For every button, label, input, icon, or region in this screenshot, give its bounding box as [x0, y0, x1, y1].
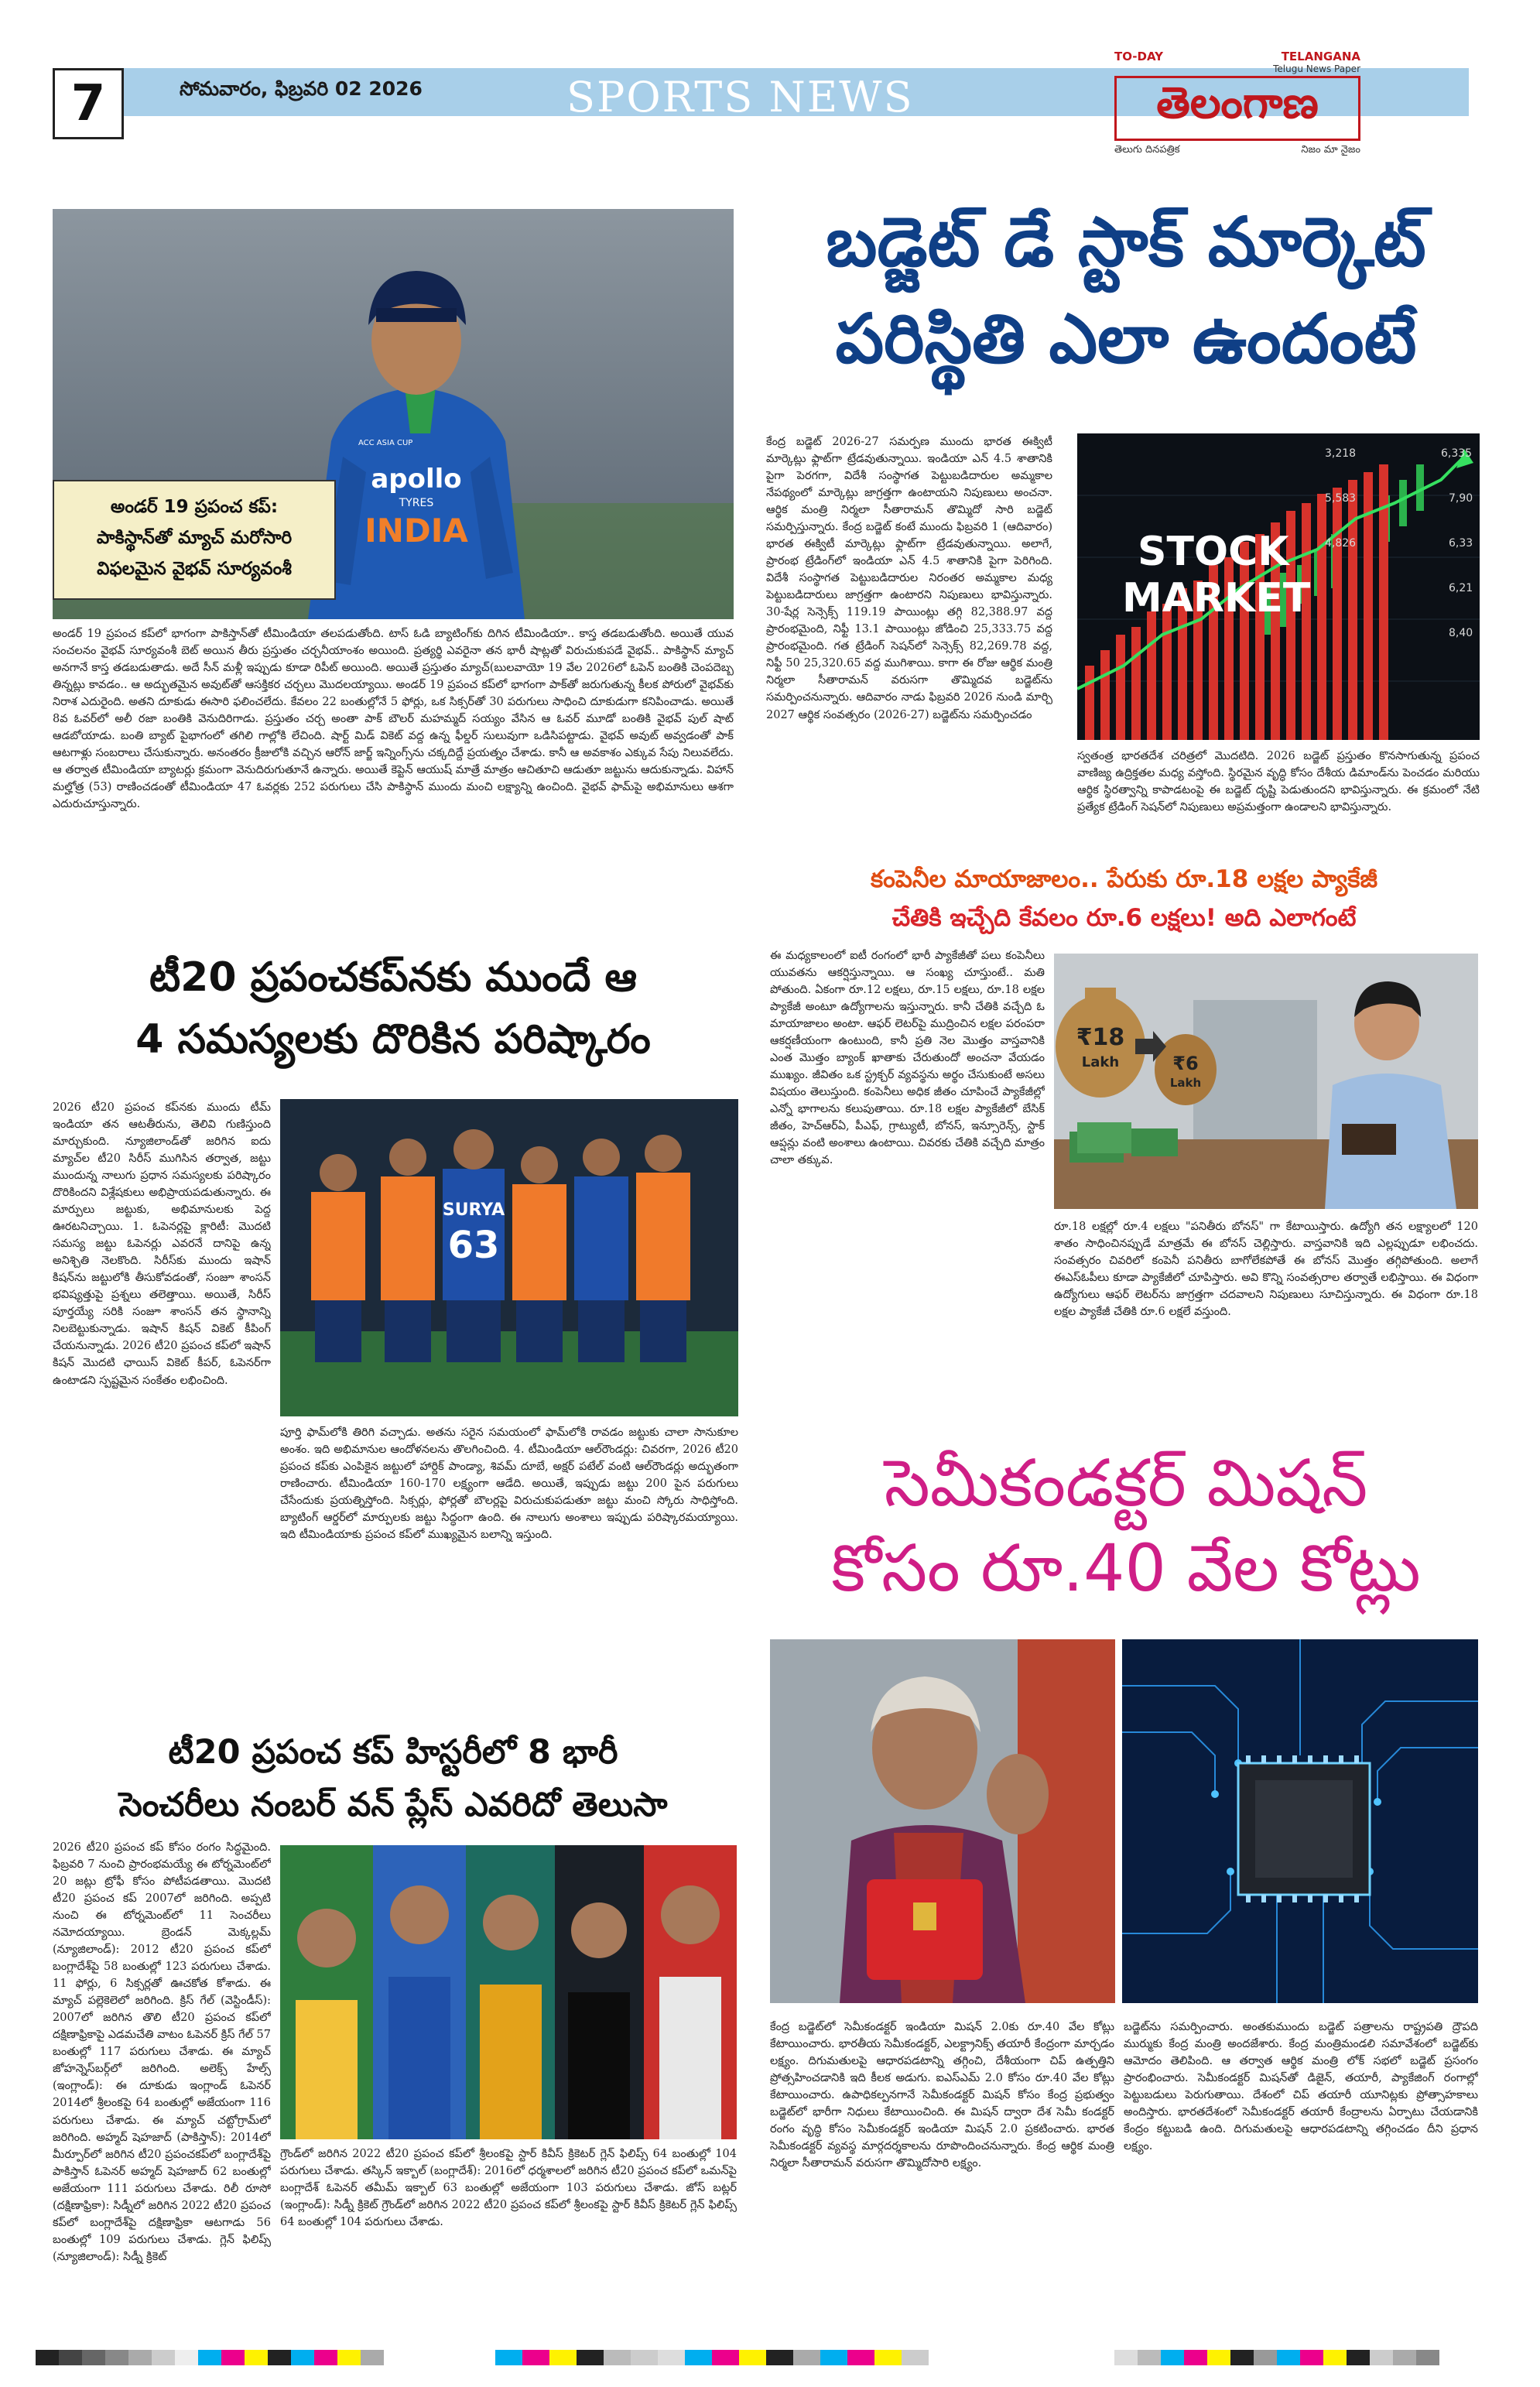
budget-headline-1: బడ్జెట్ డే స్టాక్ మార్కెట్ [826, 202, 1426, 282]
logo-bottom-left: తెలుగు దినపత్రిక [1114, 144, 1180, 156]
section-title: SPORTS NEWS [566, 73, 914, 122]
stock-label-2: MARKET [1122, 575, 1311, 622]
centuries-article-body-left: 2026 టీ20 ప్రపంచ కప్ కోసం రంగం సిద్ధమైంది. ఫిబ్రవరి 7 నుంచి ప్రారంభమయ్యే ఈ టోర్నమెంట్‌లో 20 జట్లు ట్రోఫీ కోసం పోటీపడతాయి. మొదటి టీ20 ప్రపంచ కప్ 2007లో జరిగింది. అప్పటి నుంచి ఈ టోర్నమెంట్‌లో 11 సెంచరీలు నమోదయ్యాయి. బ్రెండన్ మెక్కల్లమ్ (న్యూజిలాండ్): 2012 టీ20 ప్రపంచ కప్‌లో బంగ్లాదేశ్‌పై 58 బంతుల్లో 123 పరుగులు చేశాడు. 11 ఫోర్లు, 6 సిక్సర్లతో ఊచకోత కోశాడు. ఈ మ్యాచ్ పల్లెకెలెలో జరిగింది. క్రిస్ గేల్ (వెస్టిండీస్): 2007లో జరిగిన తొలి టీ20 ప్రపంచ కప్‌లో దక్షిణాఫ్రికాపై ఎడమచేతి వాటం ఓపెనర్ క్రిస్ గేల్ 57 బంతుల్లో 117 పరుగులు చేశాడు. ఈ మ్యాచ్ జోహన్నెస్‌బర్గ్‌లో జరిగింది. అలెక్స్ హేల్స్ (ఇంగ్లాండ్): ఈ దూకుడు ఇంగ్లాండ్ ఓపెనర్ 2014లో శ్రీలంకపై 64 బంతుల్లో అజేయంగా 116 పరుగులు చేశాడు. ఈ మ్యాచ్ చట్టోగ్రామ్‌లో జరిగింది. అహ్మద్ షెహజాద్ (పాకిస్తాన్): 2014లో మీర్పూర్‌లో జరిగిన టీ20 ప్రపంచకప్‌లో బంగ్లాదేశ్‌పై పాకిస్తాన్ ఓపెనర్ అహ్మద్ షెహజాద్ 62 బంతుల్లో అజేయంగా 111 పరుగులు చేశాడు. రిలీ రూసో (దక్షిణాఫ్రికా): సిడ్నీలో జరిగిన 2022 టీ20 ప్రపంచ కప్‌లో బంగ్లాదేశ్‌పై దక్షిణాఫ్రికా ఆటగాడు 56 బంతుల్లో 109 పరుగులు చేశాడు. గ్లెన్ ఫిలిప్స్ (న్యూజిలాండ్): సిడ్నీ క్రికెట్ [53, 1841, 271, 2263]
footer-strip-center [495, 2350, 1037, 2365]
stock-value-5: 4,826 [1325, 537, 1357, 550]
t20-headline-2: 4 సమస్యలకు దొరికిన పరిష్కారం [135, 1016, 651, 1063]
centuries-players-photo [280, 1845, 737, 2139]
newspaper-logo [1114, 50, 1360, 158]
t20-article-body-left: 2026 టీ20 ప్రపంచ కప్‌నకు ముందు టీమ్ ఇండియా తన ఆటతీరును, తెలివి గుణిస్తుంది మార్చుకుంది. న్యూజిలాండ్‌తో జరిగిన ఐదు మ్యాచ్‌ల టీ20 సిరీస్ ముగిసిన తర్వాత, జట్టు ముందున్న నాలుగు ప్రధాన సమస్యలకు పరిష్కారం దొరికిందని విశ్లేషకులు అభిప్రాయపడుతున్నారు. ఈ మార్పులు జట్టుకు, అభిమానులకు పెద్ద ఊరటనిచ్చాయి. 1. ఓపెనర్లపై క్లారిటీ: మొదటి సమస్య జట్టు ఓపెనర్లు ఎవరనే దానిపై ఉన్న అనిశ్చితి నెలకొంది. సిరీస్‌కు ముందు ఇషాన్ కిషన్‌ను జట్టులోకి తీసుకోవడంతో, సంజూ శాంసన్ భవిష్యత్తుపై ప్రశ్నలు తలెత్తాయి. అయితే, సిరీస్ పూర్తయ్యే సరికి సంజూ శాంసన్ తన స్థానాన్ని నిలబెట్టుకున్నాడు. ఇషాన్ కిషన్ వికెట్ కీపింగ్ చేయనున్నాడు. 2026 టీ20 ప్రపంచ కప్‌లో ఇషాన్ కిషన్ మొదటి ఛాయిస్ వికెట్ కీపర్, ఓపెనర్‌గా ఉంటాడని స్పష్టమైన సంకేతం లభించింది. [53, 1101, 271, 1387]
jersey-logo: apollo [371, 464, 462, 495]
logo-mark-text: తెలంగాణ [1156, 77, 1319, 128]
salary-illustration [1054, 954, 1478, 1209]
logo-subtitle: Telugu News Paper [1273, 63, 1360, 74]
cricket-article-body: అండర్ 19 ప్రపంచ కప్‌లో భాగంగా పాకిస్తాన్‌తో టీమిండియా తలపడుతోంది. టాస్ ఓడి బ్యాటింగ్‌కు దిగిన టీమిండియా.. కాస్త తడబడుతోంది. అయితే యువ సంచలనం వైభవ్ సూర్యవంశీ బెట్ అయిన తీరు ప్రస్తుతం చర్చనీయాంశం అయింది. ప్రత్యర్థి ఎవరైనా తన భారీ షాట్లతో విరుచుకుపడే వైభవ్.. పాకిస్థాన్ మ్యాచ్ అనగానే కాస్త తడబడుతాడు. అదే సీన్ మళ్లీ ఇప్పుడు కూడా రిపీట్ అయింది. అయితే ప్రస్తుతం మ్యాచ్‌(బులవాయో 19 వేల 2026లో ఓపెన్ బంతికి చెంపదెబ్బ తిన్నట్లు కావడం.. ఆ అద్భుతమైన అవుట్‌తో ఆసక్తికర చర్చలు మొదలయ్యాయి. అండర్ 19 ప్రపంచ కప్‌లో భాగంగా పాక్‌తో జరుగుతున్న కీలక పోరులో వైభవ్‌కు నిరాశ ఎదురైంది. అతని దూకుడు ఈసారి ఫలించలేదు. కేవలం 22 బంతుల్లోనే 5 ఫోర్లు, ఒక సిక్సర్‌తో 30 పరుగులు సాధించి దూకుడుగా కనిపించాడు. అయితే 8వ ఓవర్‌లో అలీ రజా బంతికి వెనుదిరిగాడు. ప్రస్తుతం చర్చ అంతా పాక్ బౌలర్ మహమ్మద్ సయ్యం వేసిన ఆ ఓవర్ మూడో బంతికి వైభవ్ పుల్ షాట్ ఆడబోయాడు. బంతి బ్యాట్ పైభాగంలో తగిలి గాల్లోకి లేచింది. షార్ట్ మిడ్ వికెట్ వద్ద ఉన్న ఫీల్డర్ సులువుగా ఒడిసిపట్టాడు. వైభవ్ అవుట్ అవ్వడంతో పాక్ ఆటగాళ్లు సంబరాలు చేసుకున్నారు. అనంతరం క్రీజులోకి వచ్చిన ఆరోన్ జార్జ్ ఇన్నింగ్స్‌ను చక్కదిద్దే ప్రయత్నం చేశాడు. కానీ ఆ అవకాశం ఎక్కువ సేపు నిలువలేదు. ఆ తర్వాత టీమిండియా బ్యాటర్లు క్రమంగా వెనుదిరుగుతూనే ఉన్నారు. అయితే కెప్టెన్ ఆయుష్ మాత్రే మాత్రం ఆచితూచి ఆడుతూ జట్టును ఆదుకున్నాడు. విహాన్ మల్హోత్ర (53) రాణించడంతో టీమిండియా 47 ఓవర్లకు 252 పరుగులు చేసి పాకిస్థాన్ ముందు మంచి లక్ష్యాన్ని ఉంచింది. వైభవ్ ఫామ్‌పై అభిమానులు ఆశగా ఎదురుచూస్తున్నారు. [53, 628, 734, 811]
budget-headline-2: పరిస్థితి ఎలా ఉందంటే [835, 299, 1417, 378]
t20-headline-1: టీ20 ప్రపంచకప్‌నకు ముందే ఆ [149, 954, 637, 1001]
semiconductor-chip-graphic [1122, 1639, 1478, 2003]
jersey-chest: INDIA [364, 512, 468, 550]
semicon-headline-2: కోసం రూ.40 వేల కోట్లు [831, 1530, 1421, 1606]
stock-value-8: 8,40 [1449, 627, 1473, 639]
footer-strip-right [1114, 2350, 1478, 2365]
logo-mark [1114, 76, 1360, 141]
finance-minister-illustration [770, 1639, 1115, 2003]
salary-headline-1: కంపెనీల మాయాజాలం.. పేరుకు రూ.18 లక్షల ప్యాకేజీ [870, 865, 1378, 893]
bag-unit-small: Lakh [1169, 1076, 1202, 1090]
centuries-article-body-right: గ్రౌండ్‌లో జరిగిన 2022 టీ20 ప్రపంచ కప్‌లో శ్రీలంకపై స్టార్ కివీస్ క్రికెటర్ గ్లెన్ ఫిలిప్స్ 64 బంతుల్లో 104 పరుగులు చేశాడు. తస్కిన్ ఇక్బాల్ (బంగ్లాదేశ్): 2016లో ధర్మశాలలో జరిగిన టీ20 ప్రపంచ కప్‌లో ఒమన్‌పై బంగ్లాదేశ్ ఓపెనర్ తమీమ్ ఇక్బాల్ 63 బంతుల్లో అజేయంగా 103 పరుగులు చేశాడు. జోస్ బట్లర్ (ఇంగ్లాండ్): సిడ్నీ క్రికెట్ గ్రౌండ్‌లో జరిగిన 2022 టీ20 ప్రపంచ కప్‌లో శ్రీలంకపై స్టార్ కివీస్ క్రికెటర్ గ్లెన్ ఫిలిప్స్ 64 బంతుల్లో 104 పరుగులు చేశాడు. [280, 2148, 737, 2229]
jersey-name: SURYA [442, 1200, 505, 1220]
stock-label-1: STOCK [1138, 529, 1289, 575]
t20-team-illustration [280, 1099, 738, 1416]
stock-value-6: 6,33 [1449, 537, 1473, 550]
centuries-headline-1: టీ20 ప్రపంచ కప్ హిస్టరీలో 8 భారీ [168, 1733, 618, 1772]
budget-article-body-right: స్వతంత్ర భారతదేశ చరిత్రలో మొదటిది. 2026 బడ్జెట్ ప్రస్తుతం కొనసాగుతున్న ప్రపంచ వాణిజ్య ఉద్రిక్తతల మధ్య వస్తోంది. స్థిరమైన వృద్ధి కోసం దేశీయ డిమాండ్‌ను పెంచడం మరియు ఆర్థిక స్థిరత్వాన్ని కాపాడటంపై ఈ బడ్జెట్ దృష్టి పెడుతుందని భావిస్తున్నారు. ఈ క్రమంలో నేటి ప్రత్యేక ట్రేడింగ్ సెషన్‌లో నిపుణులు అప్రమత్తంగా ఉండాలని భావిస్తున్నారు. [1077, 750, 1480, 814]
stock-value-7: 6,21 [1449, 582, 1473, 594]
bag-amount-small: ₹6 [1172, 1053, 1199, 1074]
chip-illustration [1122, 1639, 1478, 2003]
finance-minister-photo [770, 1639, 1115, 2003]
salary-article-body-right: రూ.18 లక్షల్లో రూ.4 లక్షలు "పనితీరు బోనస్" గా కేటాయిస్తారు. ఉద్యోగి తన లక్ష్యాలలో 120 శాతం సాధించినప్పుడే మాత్రమే ఈ బోనస్ చెల్లిస్తారు. వాస్తవానికి ఇది ఎల్లప్పుడూ లభించదు. సంవత్సరం చివరిలో కంపెనీ పనితీరు బాగోలేకపోతే ఈ బోనస్ మొత్తం తగ్గిపోతుంది. అలాగే ఈఎస్‌ఓపీలు కూడా ప్యాకేజీలో చూపిస్తారు. అవి కొన్ని సంవత్సరాల తర్వాతే లభిస్తాయి. ఈ విధంగా ఉద్యోగులు ఆఫర్ లెటర్‌ను జాగ్రత్తగా చదవాలని నిపుణులు సూచిస్తున్నారు. ఈ విధంగా రూ.18 లక్షల ప్యాకేజీ చేతికి రూ.6 లక్షలే వస్తుంది. [1054, 1221, 1478, 1319]
page-number [53, 68, 124, 139]
t20-article-body-right: పూర్తి ఫామ్‌లోకి తిరిగి వచ్చాడు. అతను సరైన సమయంలో ఫామ్‌లోకి రావడం జట్టుకు చాలా సానుకూల అంశం. ఇది అభిమానుల ఆందోళనలను తొలగించింది. 4. టీమిండియా ఆల్‌రౌండర్లు: చివరగా, 2026 టీ20 ప్రపంచ కప్‌కు ఎంపికైన జట్టులో హార్దిక్ పాండ్యా, శివమ్ దూబే, అక్షర్ పటేల్ వంటి ఆల్‌రౌండర్లు అద్భుతంగా రాణించారు. టీమిండియా 160-170 లక్ష్యంగా ఆడేది. అయితే, ఇప్పుడు జట్టు 200 పైన పరుగులు చేసేందుకు ప్రయత్నిస్తోంది. సిక్సర్లు, ఫోర్లతో బౌలర్లపై విరుచుకుపడుతూ జట్టు మంచి స్కోరు సాధిస్తోంది. బ్యాటింగ్ ఆర్డర్‌లో మార్పులకు జట్టు సిద్ధంగా ఉంది. ఈ నాలుగు అంశాలు ఇప్పుడు పరిష్కారమయ్యాయి. ఇది టీమిండియాకు ప్రపంచ కప్‌లో ముఖ్యమైన బలాన్ని ఇస్తుంది. [280, 1426, 738, 1542]
stock-chart-illustration [1077, 433, 1480, 740]
centuries-players-illustration [280, 1845, 737, 2139]
logo-bottom-right: నిజం మా నైజం [1301, 144, 1360, 156]
jersey-badge: ACC ASIA CUP [358, 439, 413, 447]
stock-value-3: 5,583 [1325, 492, 1357, 505]
caption-line-2: పాకిస్థాన్‌తో మ్యాచ్ మరోసారి [96, 527, 293, 548]
salary-headline-2: చేతికి ఇచ్చేది కేవలం రూ.6 లక్షలు! అది ఎలాగంటే [891, 904, 1357, 932]
stock-value-1: 3,218 [1325, 447, 1357, 460]
semicon-article-body-left: కేంద్ర బడ్జెట్‌లో సెమీకండక్టర్ ఇండియా మిషన్ 2.0కు రూ.40 వేల కోట్లు కేటాయించారు. భారతీయ సెమీకండక్టర్, ఎలక్ట్రానిక్స్ తయారీ కేంద్రంగా మార్చడం లక్ష్యం. దిగుమతులపై ఆధారపడటాన్ని తగ్గించి, దేశీయంగా చిప్ ఉత్పత్తిని ప్రోత్సహించడానికి ఇది కీలక అడుగు. ఐఎస్ఎమ్ 2.0 కోసం రూ.40 వేల కోట్లు కేటాయించారు. ఉపాధికల్పనగానే సెమీకండక్టర్ మిషన్ కోసం కేంద్ర ప్రభుత్వం బడ్జెట్‌లో భారీగా నిధులు కేటాయించింది. ఈ మిషన్ ద్వారా దేశ సెమీ కండక్టర్ రంగం వృద్ధి కోసం సెమీకండక్టర్ ఇండియా మిషన్ 2.0 ప్రకటించారు. భారత సెమీకండక్టర్ వ్యవస్థ మార్గదర్శకాలను రూపొందించనున్నారు. కేంద్ర ఆర్థిక మంత్రి నిర్మలా సీతారామన్ వరుసగా తొమ్మిదోసారి లక్ష్యం. [770, 2021, 1114, 2170]
semicon-headline-1: సెమీకండక్టర్ మిషన్ [884, 1445, 1368, 1521]
salary-illustration-svg [1054, 954, 1478, 1209]
semicon-article-body-right: బడ్జెట్‌ను సమర్పించారు. అంతకుముందు బడ్జెట్ పత్రాలను రాష్ట్రపతి ద్రౌపది ముర్ముకు కేంద్ర మంత్రి అందజేశారు. కేంద్ర మంత్రిమండలి సమావేశంలో బడ్జెట్‌కు ఆమోదం తెలిపింది. ఆ తర్వాత ఆర్థిక మంత్రి లోక్ సభలో బడ్జెట్ ప్రసంగం ప్రారంభించారు. సెమీకండక్టర్ మిషన్‌తో డిజైన్, తయారీ, ప్యాకేజింగ్ రంగాల్లో పెట్టుబడులు పెరుగుతాయి. దేశంలో చిప్ తయారీ యూనిట్లకు ప్రోత్సాహకాలు అందిస్తారు. భారతదేశంలో సెమీకండక్టర్ తయారీ కేంద్రాలను ఏర్పాటు చేయడానికి కేంద్రం కట్టుబడి ఉంది. దిగుమతులపై ఆధారపడటాన్ని తగ్గించడం దీని ప్రధాన లక్ష్యం. [1124, 2021, 1478, 2153]
bag-amount-big: ₹18 [1076, 1024, 1125, 1051]
centuries-headline-2: సెంచరీలు నంబర్ వన్ ప్లేస్ ఎవరిదో తెలుసా [118, 1786, 668, 1824]
caption-line-1: అండర్ 19 ప్రపంచ కప్: [110, 496, 279, 517]
cricket-caption-box [53, 480, 336, 600]
jersey-logo-sub: TYRES [399, 497, 434, 509]
page-number-text: 7 [70, 75, 106, 132]
salary-article-body-left: ఈ మధ్యకాలంలో ఐటీ రంగంలో భారీ ప్యాకేజీతో పలు కంపెనీలు యువతను ఆకర్షిస్తున్నాయి. ఆ సంఖ్య చూస్తుంటే.. మతి పోతుంది. ఏకంగా రూ.12 లక్షలు, రూ.15 లక్షలు, రూ.18 లక్షల ప్యాకేజీ అంటూ ఉద్యోగాలను ఇస్తున్నారు. కానీ చేతికి వచ్చేది ఓ మాయాజాలం అంటా. ఆఫర్ లెటర్‌పై ముద్రించిన లక్షల పరంపరా ఆకర్షణీయంగా ఉంటుంది, కానీ ప్రతి నెల మొత్తం వాస్తవానికి ఎంత మొత్తం బ్యాంక్ ఖాతాకు చేరుతుందో అంచనా వేయడం ముఖ్యం. జీవితం ఒక స్ట్రక్చర్ వ్యవస్థను అర్థం చేసుకుంటే అసలు విషయం తెలుస్తుంది. కంపెనీలు అధిక జీతం చూపించే ప్యాకేజీల్లో ఎన్నో భాగాలను కలుపుతాయి. రూ.18 లక్షల ప్యాకేజీలో బేసిక్ జీతం, హెచ్‌ఆర్‌ఏ, పీఎఫ్, గ్రాట్యుటీ, బోనస్, ఇన్సూరెన్స్, స్టాక్ ఆప్షన్లు వంటి అంశాలు ఉంటాయి. చివరకు చేతికి వచ్చేది మాత్రం చాలా తక్కువ. [770, 950, 1045, 1167]
budget-article-body-left: కేంద్ర బడ్జెట్ 2026-27 సమర్పణ ముందు భారత ఈక్విటీ మార్కెట్లు ఫ్లాట్‌గా ట్రేడవుతున్నాయి. ఇండియా ఎన్ 4.5 శాతానికి పైగా పెరగగా, విదేశీ సంస్థాగత పెట్టుబడిదారుల అమ్మకాల నేపథ్యంలో మార్కెట్లు జాగ్రత్తగా ఉంటాయని నిపుణులు అంచనా. ఆర్థిక మంత్రి నిర్మలా సీతారామన్ తొమ్మిదో సారి బడ్జెట్ సమర్పిస్తున్నారు. కేంద్ర బడ్జెట్ కంటే ముందు ఫిబ్రవరి 1 (ఆదివారం) భారత ఈక్విటీ మార్కెట్లు ఫ్లాట్‌గా ట్రేడవుతున్నాయి. అలాగే, ప్రారంభ ట్రేడింగ్‌లో ఇండియా ఎన్ 4.5 శాతానికి పైగా పెరిగింది. విదేశీ సంస్థాగత పెట్టుబడిదారుల నిరంతర అమ్మకాల మధ్య పెట్టుబడిదారులు జాగ్రత్తగా ఉంటారని నిపుణులు భావిస్తున్నారు. 30-షేర్ల సెన్సెక్స్ 119.19 పాయింట్లు తగ్గి 82,388.97 వద్ద ప్రారంభమైంది, నిఫ్టీ 13.1 పాయింట్లు జోడించి 25,333.75 వద్ద ప్రారంభమైంది. గత ట్రేడింగ్ సెషన్‌లో సెన్సెక్స్ 82,269.78 వద్ద, నిఫ్టీ 50 25,320.65 వద్ద ముగిశాయి. కాగా ఈ రోజు ఆర్థిక మంత్రి నిర్మలా సీతారామన్ వరుసగా తొమ్మిదవ బడ్జెట్‌ను సమర్పించనున్నారు. ఆదివారం నాడు ఫిబ్రవరి 2026 నుండి మార్చి 2027 ఆర్థిక సంవత్సరం (2026-27) బడ్జెట్‌ను సమర్పించడం [766, 436, 1052, 721]
jersey-number: 63 [447, 1224, 500, 1267]
stock-value-2: 6,335 [1441, 447, 1473, 460]
footer-strip-left [36, 2350, 461, 2365]
t20-team-photo [280, 1099, 738, 1416]
date-line: సోమవారం, ఫిబ్రవరి 02 2026 [180, 77, 423, 100]
logo-top-left: TO-DAY [1114, 50, 1163, 63]
logo-top-right: TELANGANA [1281, 50, 1360, 63]
stock-value-4: 7,90 [1449, 492, 1473, 505]
stock-market-graphic [1077, 433, 1480, 740]
caption-line-3: విఫలమైన వైభవ్ సూర్యవంశీ [97, 558, 292, 579]
bag-unit-big: Lakh [1081, 1054, 1120, 1070]
